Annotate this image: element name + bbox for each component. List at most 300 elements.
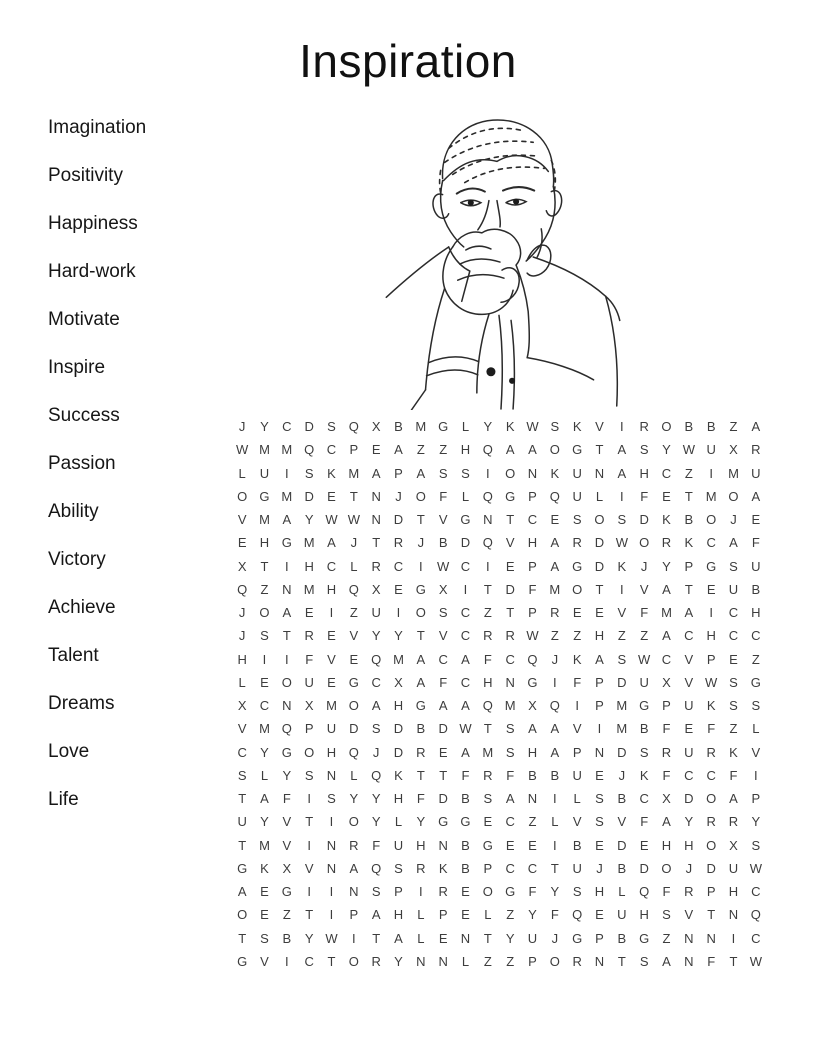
grid-letter: M [259, 721, 270, 737]
grid-letter: I [419, 558, 423, 574]
grid-letter: G [572, 930, 583, 946]
grid-letter: D [706, 860, 716, 876]
grid-letter: U [706, 442, 716, 458]
grid-letter: X [304, 698, 314, 714]
grid-letter: U [259, 465, 270, 481]
grid-letter: E [751, 512, 761, 528]
grid-letter: A [662, 581, 671, 597]
grid-letter: U [728, 581, 739, 597]
grid-letter: F [439, 488, 448, 504]
grid-letter: U [304, 674, 314, 690]
grid-letter: R [371, 558, 381, 574]
word-list-item: Life [48, 789, 79, 810]
grid-letter: P [349, 442, 359, 458]
grid-letter: G [572, 558, 583, 574]
grid-letter: Y [304, 512, 314, 528]
grid-letter: B [550, 767, 560, 783]
grid-letter: D [617, 837, 627, 853]
grid-letter: I [553, 674, 557, 690]
grid-letter: N [371, 488, 381, 504]
grid-letter: E [237, 535, 247, 551]
grid-letter: U [237, 814, 247, 830]
grid-letter: Q [371, 860, 382, 876]
grid-letter: V [237, 512, 247, 528]
forearm-inner [477, 314, 489, 393]
left-shoulder [386, 247, 448, 297]
grid-letter: R [416, 860, 426, 876]
grid-letter: R [550, 605, 560, 621]
grid-letter: C [304, 953, 314, 969]
word-list-item: Motivate [48, 309, 120, 330]
grid-letter: S [572, 884, 582, 900]
grid-letter: E [706, 581, 716, 597]
nose [478, 201, 489, 230]
grid-letter: M [482, 744, 494, 760]
grid-letter: K [438, 860, 448, 876]
grid-letter: E [483, 814, 493, 830]
grid-letter: X [528, 698, 537, 714]
grid-letter: I [329, 814, 334, 830]
grid-letter: S [617, 651, 627, 667]
grid-letter: Z [617, 628, 626, 644]
grid-letter: Z [506, 953, 515, 969]
grid-letter: O [661, 419, 672, 435]
grid-letter: U [527, 930, 538, 946]
grid-letter: G [259, 488, 270, 504]
grid-letter: Q [348, 419, 359, 435]
grid-letter: O [706, 791, 717, 807]
grid-letter: W [347, 512, 360, 528]
grid-letter: V [438, 512, 448, 528]
grid-letter: H [751, 605, 761, 621]
grid-letter: X [662, 674, 671, 690]
grid-letter: V [349, 628, 359, 644]
grid-letter: C [505, 860, 515, 876]
grid-letter: W [459, 721, 472, 737]
grid-letter: E [595, 605, 604, 621]
grid-letter: V [684, 674, 694, 690]
grid-letter: G [281, 884, 292, 900]
grid-letter: Z [349, 605, 358, 621]
neck-right [537, 229, 542, 257]
grid-letter: B [282, 930, 292, 946]
grid-letter: R [751, 442, 761, 458]
grid-letter: P [595, 930, 604, 946]
grid-letter: N [326, 767, 337, 783]
grid-letter: E [595, 907, 604, 923]
grid-letter: F [461, 767, 470, 783]
button [509, 378, 515, 384]
grid-letter: W [749, 953, 762, 969]
grid-letter: F [305, 651, 314, 667]
grid-letter: M [661, 605, 672, 621]
grid-letter: Z [439, 442, 448, 458]
grid-letter: I [575, 698, 579, 714]
grid-letter: D [304, 419, 314, 435]
grid-letter: D [594, 558, 605, 574]
grid-letter: P [595, 674, 604, 690]
grid-letter: R [706, 814, 716, 830]
grid-letter: H [326, 581, 337, 597]
grid-letter: O [348, 698, 359, 714]
grid-letter: Y [662, 442, 671, 458]
grid-letter: D [639, 512, 649, 528]
grid-letter: E [394, 581, 403, 597]
right-eyebrow [503, 187, 534, 191]
grid-letter: T [483, 930, 492, 946]
grid-letter: Y [371, 814, 381, 830]
grid-letter: P [751, 791, 761, 807]
hairline [444, 156, 549, 181]
word-list-item: Passion [48, 453, 116, 474]
button [486, 367, 495, 376]
grid-letter: T [729, 953, 738, 969]
grid-letter: P [304, 721, 314, 737]
grid-letter: U [639, 674, 649, 690]
grid-letter: T [416, 512, 425, 528]
grid-letter: F [372, 837, 381, 853]
grid-letter: S [639, 744, 649, 760]
word-search-grid [231, 415, 767, 973]
grid-letter: C [282, 419, 292, 435]
hand-knuckles [458, 275, 504, 281]
left-pupil [468, 200, 474, 206]
grid-letter: I [731, 930, 736, 946]
grid-letter: V [282, 814, 292, 830]
grid-letter: C [684, 767, 694, 783]
grid-letter: F [707, 721, 716, 737]
grid-letter: G [415, 698, 426, 714]
grid-letter: N [527, 465, 538, 481]
grid-letter: M [705, 488, 717, 504]
grid-letter: Q [371, 767, 382, 783]
grid-letter: I [285, 651, 289, 667]
grid-letter: W [526, 419, 539, 435]
grid-letter: I [709, 605, 713, 621]
grid-letter: O [482, 884, 493, 900]
grid-letter: W [325, 512, 338, 528]
grid-letter: Q [348, 744, 359, 760]
grid-letter: H [416, 837, 426, 853]
grid-letter: Y [371, 791, 381, 807]
grid-letter: S [438, 465, 448, 481]
grid-letter: U [617, 907, 627, 923]
grid-letter: S [371, 721, 381, 737]
grid-letter: R [416, 744, 426, 760]
grid-letter: G [281, 535, 292, 551]
grid-letter: Z [528, 814, 537, 830]
grid-letter: K [729, 744, 738, 760]
grid-letter: E [505, 837, 515, 853]
grid-letter: F [528, 884, 537, 900]
grid-letter: H [706, 628, 716, 644]
grid-letter: A [394, 442, 403, 458]
grid-letter: V [595, 419, 604, 435]
grid-letter: T [506, 512, 515, 528]
word-list-item: Hard-work [48, 261, 136, 282]
grid-letter: O [505, 465, 516, 481]
grid-letter: E [327, 628, 336, 644]
grid-letter: C [751, 884, 761, 900]
grid-letter: K [684, 535, 694, 551]
grid-letter: X [729, 442, 738, 458]
grid-letter: P [438, 907, 448, 923]
grid-letter: T [506, 605, 515, 621]
grid-letter: A [751, 488, 761, 504]
grid-letter: R [393, 535, 404, 551]
grid-letter: M [326, 698, 337, 714]
grid-letter: V [304, 860, 314, 876]
grid-letter: S [751, 698, 761, 714]
grid-letter: N [594, 465, 605, 481]
grid-letter: I [463, 581, 468, 597]
grid-letter: C [505, 814, 515, 830]
grid-letter: T [238, 791, 247, 807]
cuff [429, 357, 479, 363]
grid-letter: K [706, 698, 716, 714]
grid-letter: Y [304, 930, 314, 946]
grid-letter: C [460, 628, 471, 644]
grid-letter: J [350, 535, 358, 551]
grid-letter: R [639, 419, 649, 435]
grid-letter: S [304, 767, 314, 783]
grid-letter: O [706, 512, 717, 528]
grid-letter: G [639, 698, 650, 714]
cuff [427, 370, 478, 376]
grid-letter: L [752, 721, 760, 737]
word-list-item: Happiness [48, 213, 138, 234]
grid-letter: Q [482, 535, 493, 551]
grid-letter: C [661, 465, 672, 481]
grid-letter: I [553, 837, 557, 853]
grid-letter: O [549, 442, 560, 458]
grid-letter: J [372, 744, 380, 760]
grid-letter: I [307, 791, 311, 807]
grid-letter: V [282, 837, 292, 853]
grid-letter: Y [505, 930, 515, 946]
grid-letter: A [371, 465, 381, 481]
grid-letter: U [572, 860, 582, 876]
grid-letter: S [595, 791, 604, 807]
grid-letter: E [260, 674, 269, 690]
grid-letter: D [438, 721, 448, 737]
grid-letter: J [417, 535, 425, 551]
grid-letter: W [638, 651, 651, 667]
grid-letter: E [572, 605, 582, 621]
grid-letter: S [751, 837, 761, 853]
grid-letter: M [616, 721, 628, 737]
grid-letter: J [618, 767, 626, 783]
grid-letter: R [304, 628, 314, 644]
grid-letter: C [326, 442, 337, 458]
grid-letter: I [329, 907, 334, 923]
grid-letter: W [236, 442, 249, 458]
grid-letter: M [259, 442, 270, 458]
grid-letter: I [329, 884, 334, 900]
grid-letter: L [461, 419, 470, 435]
grid-letter: U [572, 488, 582, 504]
grid-letter: O [259, 605, 270, 621]
grid-letter: H [639, 465, 649, 481]
grid-letter: Z [751, 651, 760, 667]
grid-letter: S [327, 791, 336, 807]
grid-letter: G [237, 860, 248, 876]
grid-letter: D [505, 581, 515, 597]
grid-letter: F [550, 907, 559, 923]
grid-letter: O [639, 535, 650, 551]
grid-letter: C [460, 558, 471, 574]
grid-letter: P [483, 860, 493, 876]
grid-letter: N [483, 512, 493, 528]
grid-letter: N [349, 884, 359, 900]
grid-letter: F [662, 884, 671, 900]
grid-letter: V [639, 581, 649, 597]
grid-letter: A [662, 814, 671, 830]
right-shoulder [533, 257, 620, 320]
grid-letter: Q [750, 907, 761, 923]
grid-letter: I [486, 465, 490, 481]
grid-letter: K [662, 512, 671, 528]
grid-letter: C [371, 674, 381, 690]
grid-letter: R [684, 884, 694, 900]
grid-letter: W [749, 860, 762, 876]
grid-letter: V [237, 721, 247, 737]
grid-letter: Q [549, 698, 560, 714]
grid-letter: Y [528, 907, 537, 923]
grid-letter: I [285, 558, 289, 574]
grid-letter: D [349, 721, 359, 737]
grid-letter: M [303, 581, 315, 597]
grid-letter: E [327, 674, 336, 690]
grid-letter: A [662, 628, 671, 644]
grid-letter: I [620, 581, 624, 597]
grid-letter: I [396, 605, 401, 621]
grid-letter: X [394, 674, 403, 690]
grid-letter: N [684, 953, 694, 969]
grid-letter: T [416, 628, 425, 644]
grid-letter: E [595, 767, 604, 783]
grid-letter: N [416, 953, 426, 969]
grid-letter: O [728, 488, 739, 504]
hair-texture [465, 167, 545, 182]
grid-letter: T [595, 442, 604, 458]
grid-letter: L [350, 767, 358, 783]
grid-letter: H [460, 442, 471, 458]
left-eyebrow [457, 189, 485, 194]
grid-letter: C [237, 744, 247, 760]
grid-letter: H [527, 535, 538, 551]
grid-letter: C [661, 651, 672, 667]
grid-letter: H [594, 628, 605, 644]
grid-letter: Z [729, 419, 738, 435]
grid-letter: L [238, 674, 246, 690]
grid-letter: I [307, 884, 311, 900]
grid-letter: M [259, 512, 270, 528]
grid-letter: X [282, 860, 292, 876]
grid-letter: L [484, 907, 492, 923]
grid-letter: H [684, 837, 694, 853]
grid-letter: Y [394, 953, 403, 969]
grid-letter: S [729, 558, 738, 574]
grid-letter: B [706, 419, 716, 435]
grid-letter: K [505, 419, 515, 435]
grid-letter: O [549, 953, 560, 969]
collar-left [449, 247, 470, 301]
grid-letter: E [461, 884, 470, 900]
grid-letter: M [728, 465, 739, 481]
grid-letter: A [505, 442, 515, 458]
grid-letter: H [237, 651, 247, 667]
grid-letter: H [393, 698, 404, 714]
grid-letter: V [572, 721, 582, 737]
right-arm-edge [606, 296, 618, 406]
grid-letter: Q [304, 442, 315, 458]
grid-letter: S [729, 698, 738, 714]
grid-letter: G [348, 674, 359, 690]
grid-letter: A [438, 698, 448, 714]
grid-letter: T [550, 860, 559, 876]
grid-letter: T [439, 767, 448, 783]
grid-letter: S [729, 674, 738, 690]
grid-letter: Y [260, 419, 269, 435]
grid-letter: Z [684, 465, 693, 481]
grid-letter: I [709, 465, 713, 481]
grid-letter: H [639, 907, 649, 923]
grid-letter: E [438, 930, 448, 946]
grid-letter: E [505, 558, 515, 574]
grid-letter: T [595, 581, 604, 597]
grid-letter: G [527, 674, 538, 690]
grid-letter: H [259, 535, 270, 551]
grid-letter: A [505, 791, 515, 807]
grid-letter: I [329, 605, 334, 621]
grid-letter: U [572, 465, 582, 481]
grid-letter: K [617, 558, 627, 574]
word-list [48, 104, 228, 824]
word-list-item: Love [48, 741, 90, 762]
grid-letter: N [460, 930, 471, 946]
word-list-item: Success [48, 405, 120, 426]
grid-letter: A [349, 860, 359, 876]
grid-letter: T [483, 721, 492, 737]
word-list-item: Ability [48, 501, 99, 522]
grid-letter: T [372, 535, 381, 551]
hair-texture [449, 128, 521, 148]
grid-letter: V [438, 628, 448, 644]
grid-letter: O [348, 953, 359, 969]
grid-letter: I [285, 465, 289, 481]
grid-letter: M [281, 442, 293, 458]
grid-letter: N [438, 837, 448, 853]
grid-letter: Z [282, 907, 291, 923]
grid-letter: D [393, 721, 404, 737]
grid-letter: F [506, 767, 515, 783]
grid-letter: G [505, 488, 516, 504]
grid-letter: Y [371, 628, 381, 644]
grid-letter: L [417, 907, 425, 923]
grid-letter: E [438, 744, 448, 760]
grid-letter: J [730, 512, 737, 528]
grid-letter: O [237, 907, 248, 923]
grid-letter: B [461, 837, 470, 853]
grid-letter: Y [260, 814, 269, 830]
grid-letter: F [640, 814, 649, 830]
grid-letter: P [394, 465, 403, 481]
grid-letter: F [707, 953, 716, 969]
grid-letter: P [706, 884, 716, 900]
grid-letter: W [437, 558, 450, 574]
grid-letter: Y [282, 767, 292, 783]
